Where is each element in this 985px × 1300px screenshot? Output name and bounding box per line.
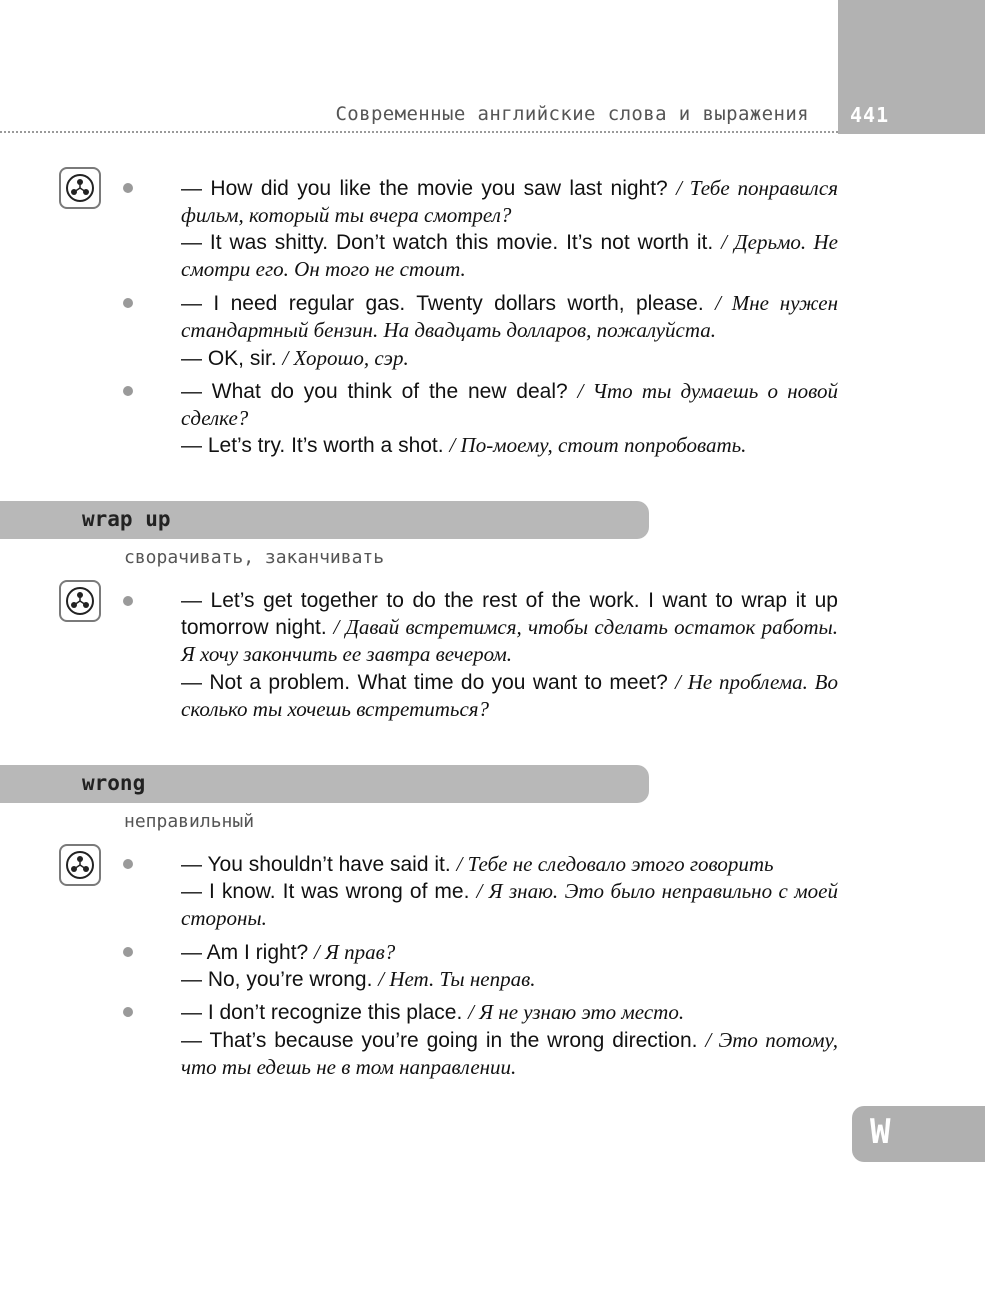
english-text: — It was shitty. Don’t watch this movie. It’s not worth it. xyxy=(181,231,722,254)
english-text: — What do you think of the new deal? xyxy=(181,380,578,403)
bullet xyxy=(123,947,133,957)
russian-translation: / Это потому, что ты едешь не в том направлении. xyxy=(181,1028,838,1079)
russian-translation: / Мне нужен стандартный бензин. На двадцать долларов, пожалуйста. xyxy=(181,291,838,342)
bullet xyxy=(123,298,133,308)
bullet xyxy=(123,183,133,193)
english-text: — No, you’re wrong. xyxy=(181,968,379,991)
russian-translation: / Я не узнаю это место. xyxy=(468,1000,685,1024)
bullet xyxy=(123,1007,133,1017)
russian-translation: / Нет. Ты неправ. xyxy=(378,967,536,991)
entry-word: wrap up xyxy=(82,507,171,531)
dialog-line xyxy=(152,966,838,993)
dialog-icon xyxy=(59,844,101,886)
russian-translation: / Тебе понравился фильм, который ты вчера смотрел? xyxy=(181,176,838,227)
russian-translation: / Я знаю. Это было неправильно с моей стороны. xyxy=(181,879,838,930)
english-text: — Am I right? xyxy=(181,941,315,964)
dialog-icon xyxy=(59,167,101,209)
english-text: — Not a problem. What time do you want to meet? xyxy=(181,671,676,694)
page-number: 441 xyxy=(850,103,890,127)
russian-translation: / Хорошо, сэр. xyxy=(282,346,409,370)
alphabet-letter: W xyxy=(870,1112,891,1152)
entry-header-bar xyxy=(0,501,649,539)
russian-translation: / Дерьмо. Не смотри его. Он того не стоит. xyxy=(181,230,838,281)
bullet xyxy=(123,596,133,606)
entry-word: wrong xyxy=(82,771,146,795)
russian-translation: / Я прав? xyxy=(314,940,396,964)
bullet xyxy=(123,859,133,869)
running-head: Современные английские слова и выражения xyxy=(335,103,809,125)
russian-translation: / Не проблема. Во сколько ты хочешь встретиться? xyxy=(181,670,838,721)
english-text: — I don’t recognize this place. xyxy=(181,1001,469,1024)
dialog-line xyxy=(152,290,838,344)
english-text: — OK, sir. xyxy=(181,347,283,370)
bullet xyxy=(123,386,133,396)
russian-translation: / Давай встретимся, чтобы сделать остаток работы. Я хочу закончить ее завтра вечером. xyxy=(181,615,838,666)
english-text: — I know. It was wrong of me. xyxy=(181,880,477,903)
entry-header-bar xyxy=(0,765,649,803)
header-divider xyxy=(0,131,838,133)
dialog-line xyxy=(152,587,838,668)
russian-translation: / Тебе не следовало этого говорить xyxy=(456,852,774,876)
entry-meaning: сворачивать, заканчивать xyxy=(124,547,385,568)
dialog-line xyxy=(152,378,838,432)
dialog-line xyxy=(152,175,838,229)
entry-meaning: неправильный xyxy=(124,811,255,832)
english-text: — Let’s get together to do the rest of the work. I want to wrap it up tomorrow night. xyxy=(181,589,838,639)
english-text: — I need regular gas. Twenty dollars worth, please. xyxy=(181,292,716,315)
english-text: — How did you like the movie you saw last night? xyxy=(181,177,677,200)
dialog-line xyxy=(152,432,838,459)
dialog-icon xyxy=(59,580,101,622)
english-text: — You shouldn’t have said it. xyxy=(181,853,457,876)
russian-translation: / По-моему, стоит попробовать. xyxy=(449,433,747,457)
dialog-line xyxy=(152,939,838,966)
english-text: — That’s because you’re going in the wrong direction. xyxy=(181,1029,706,1052)
dialog-line xyxy=(152,229,838,283)
english-text: — Let’s try. It’s worth a shot. xyxy=(181,434,450,457)
dialog-line xyxy=(152,878,838,932)
dialog-line xyxy=(152,1027,838,1081)
dialog-line xyxy=(152,345,838,372)
dialog-line xyxy=(152,669,838,723)
alphabet-tab xyxy=(852,1106,985,1162)
russian-translation: / Что ты думаешь о новой сделке? xyxy=(181,379,838,430)
dialog-line xyxy=(152,851,838,878)
dialog-line xyxy=(152,999,838,1026)
